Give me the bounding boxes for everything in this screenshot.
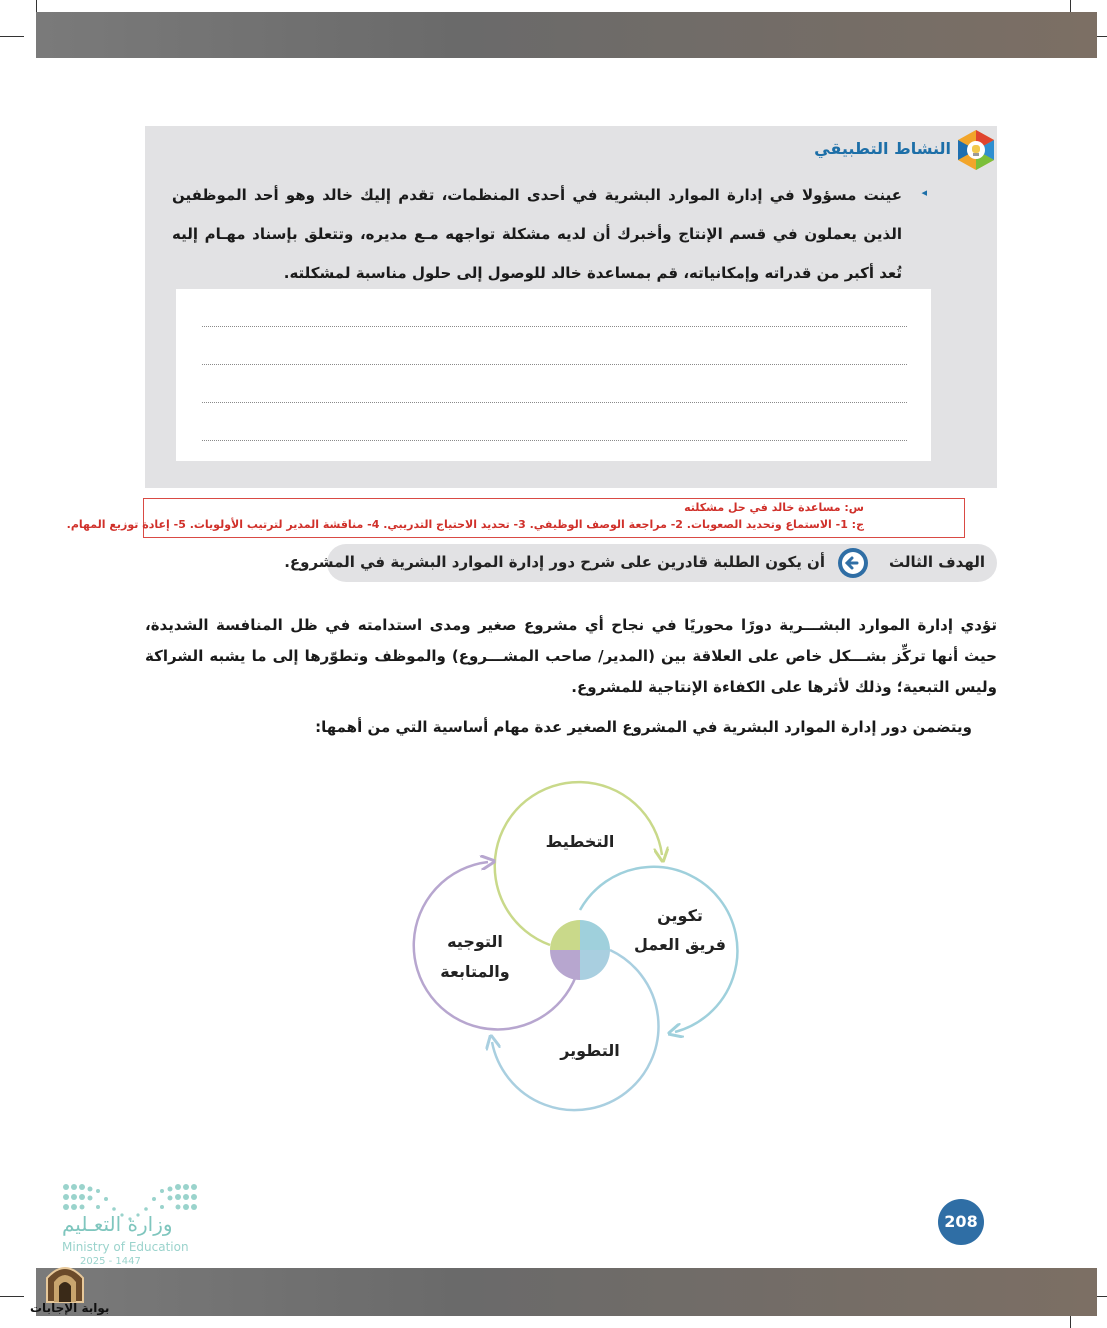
activity-text: عينت مسؤولا في إدارة الموارد البشرية في أحدى المنظمات، تقدم إليك خالد وهو أحد الموظفين الذين يعملون في قسم الإنتاج وأخبرك أن لديه مشكلة تواجهه مـع مديره، وتتعلق بإسناد مهـام إليه تُعد أكبر من قدراته وإمكانياته، قم بمساعدة خالد للوصول إلى حلول مناسبة لمشكلته. xyxy=(172,186,902,282)
activity-hexagon-icon xyxy=(956,128,996,172)
crop-mark xyxy=(0,1296,24,1297)
answer-line xyxy=(202,364,907,365)
development-label: التطوير xyxy=(560,1041,620,1060)
hr-roles-cycle-diagram xyxy=(400,770,760,1130)
answer-question: س: مساعدة خالد في حل مشكلته xyxy=(684,501,864,514)
answer-line xyxy=(202,440,907,441)
answer-text: ج: 1- الاستماع وتحديد الصعوبات. 2- مراجعة الوصف الوظيفي. 3- تحديد الاحتياج التدريبي. 4- مناقشة المدير لترتيب الأولويات. 5- إعادة توزيع المهام. xyxy=(66,518,864,531)
activity-title: النشاط التطبيقي xyxy=(814,139,951,158)
body-paragraph: تؤدي إدارة الموارد البشـــرية دورًا محوريًا في نجاح أي مشروع صغير ومدى استدامته في ظل المنافسة الشديدة، حيث أنها تركِّز بشـــكل خاص على العلاقة بين (المدير/ صاحب المشـــروع) والموظف وتطوّرها إلى ما يشبه الشراكة وليس التبعية؛ وذلك لأثرها على الكفاءة الإنتاجية للمشروع. xyxy=(145,616,997,696)
handwritten-answer-box xyxy=(66,498,965,538)
site-logo-text: بوابة الإجابات xyxy=(30,1301,110,1315)
team-label-line2: فريق العمل xyxy=(634,935,726,954)
goal-banner xyxy=(284,544,997,582)
ministry-year: 2025 - 1447 xyxy=(80,1256,141,1267)
bullet-icon: ◂ xyxy=(921,186,927,199)
center-quarter-planning xyxy=(550,920,580,950)
guidance-label-line2: والمتابعة xyxy=(440,962,510,981)
center-quarter-development xyxy=(580,950,610,980)
bottom-footer-bar xyxy=(36,1268,1097,1316)
crop-mark xyxy=(0,36,24,37)
crop-mark xyxy=(36,0,37,12)
answer-line xyxy=(202,326,907,327)
planning-label: التخطيط xyxy=(545,832,615,851)
answer-area[interactable] xyxy=(176,289,931,461)
goal-text: أن يكون الطلبة قادرين على شرح دور إدارة الموارد البشرية في المشروع. xyxy=(284,553,825,571)
center-quarter-team xyxy=(580,920,610,950)
goal-label: الهدف الثالث xyxy=(888,553,985,571)
top-header-bar xyxy=(36,12,1097,58)
guidance-label-line1: التوجيه xyxy=(447,932,503,951)
gate-logo-icon xyxy=(42,1256,88,1304)
intro-sentence: ويتضمن دور إدارة الموارد البشرية في المشروع الصغير عدة مهام أساسية التي من أهمها: xyxy=(315,718,972,736)
page-number: 208 xyxy=(938,1199,984,1245)
arrow-left-icon xyxy=(838,548,868,578)
answer-line xyxy=(202,402,907,403)
center-quarter-guidance xyxy=(550,950,580,980)
ministry-name-arabic: وزارة التعـليم xyxy=(62,1212,173,1236)
ministry-name-english: Ministry of Education xyxy=(62,1240,189,1254)
applied-activity-box xyxy=(145,126,997,488)
team-label-line1: تكوين xyxy=(657,906,703,925)
